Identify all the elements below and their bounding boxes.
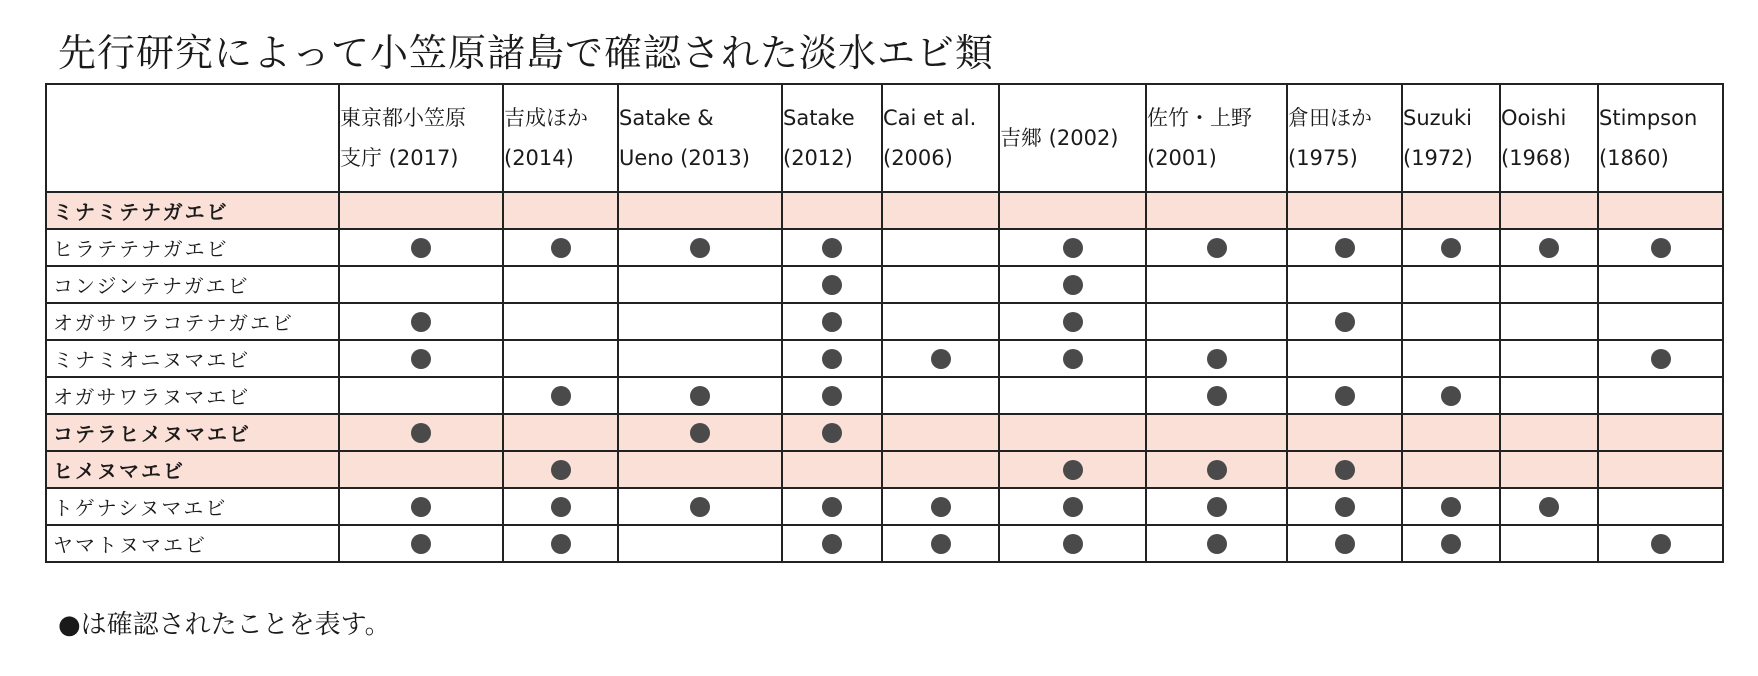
recorded-dot-icon — [1063, 238, 1083, 258]
record-cell — [1598, 488, 1723, 525]
column-header — [882, 84, 999, 192]
column-header — [1500, 84, 1598, 192]
record-cell — [618, 266, 782, 303]
column-header — [999, 84, 1146, 192]
record-cell — [1146, 377, 1287, 414]
record-cell — [339, 525, 503, 562]
recorded-dot-icon — [822, 534, 842, 554]
recorded-dot-icon — [822, 349, 842, 369]
column-header-line: Stimpson — [1599, 106, 1698, 130]
record-cell — [1598, 229, 1723, 266]
record-cell — [1500, 414, 1598, 451]
recorded-dot-icon — [551, 534, 571, 554]
recorded-dot-icon — [1207, 534, 1227, 554]
recorded-dot-icon — [551, 386, 571, 406]
record-cell — [339, 303, 503, 340]
table-row — [46, 414, 1723, 451]
recorded-dot-icon — [1063, 497, 1083, 517]
record-cell — [782, 229, 882, 266]
record-cell — [1598, 303, 1723, 340]
column-header-line: (2001) — [1147, 146, 1217, 170]
recorded-dot-icon — [551, 238, 571, 258]
record-cell — [1287, 303, 1402, 340]
table-row — [46, 451, 1723, 488]
column-header-line: (2006) — [883, 146, 953, 170]
recorded-dot-icon — [1539, 238, 1559, 258]
table-row — [46, 192, 1723, 229]
record-cell — [882, 377, 999, 414]
column-header-line: (1860) — [1599, 146, 1669, 170]
column-header-line: Cai et al. — [883, 106, 977, 130]
record-cell — [1500, 488, 1598, 525]
recorded-dot-icon — [1441, 386, 1461, 406]
column-header-line: 倉田ほか — [1288, 106, 1372, 130]
record-cell — [618, 525, 782, 562]
column-header-line: Ueno (2013) — [619, 146, 750, 170]
record-cell — [1598, 525, 1723, 562]
recorded-dot-icon — [411, 497, 431, 517]
recorded-dot-icon — [690, 238, 710, 258]
recorded-dot-icon — [1063, 275, 1083, 295]
recorded-dot-icon — [1335, 497, 1355, 517]
record-cell — [503, 303, 618, 340]
recorded-dot-icon — [411, 423, 431, 443]
recorded-dot-icon — [931, 349, 951, 369]
recorded-dot-icon — [1539, 497, 1559, 517]
recorded-dot-icon — [822, 238, 842, 258]
record-cell — [618, 451, 782, 488]
column-header-line: Satake & — [619, 106, 714, 130]
header-row — [46, 84, 1723, 192]
column-header — [1146, 84, 1287, 192]
record-cell — [1402, 451, 1500, 488]
recorded-dot-icon — [1207, 386, 1227, 406]
recorded-dot-icon — [822, 497, 842, 517]
record-cell — [1402, 192, 1500, 229]
record-cell — [1402, 340, 1500, 377]
recorded-dot-icon — [1651, 238, 1671, 258]
record-cell — [339, 340, 503, 377]
recorded-dot-icon — [1441, 497, 1461, 517]
species-name: ミナミオニヌマエビ — [46, 340, 339, 377]
record-cell — [503, 525, 618, 562]
column-header-line: (1975) — [1288, 146, 1358, 170]
record-cell — [882, 303, 999, 340]
table-row — [46, 377, 1723, 414]
footnote: ●は確認されたことを表す。 — [58, 610, 391, 640]
record-cell — [503, 229, 618, 266]
record-cell — [1500, 192, 1598, 229]
record-cell — [1402, 266, 1500, 303]
record-cell — [618, 488, 782, 525]
record-cell — [1598, 414, 1723, 451]
recorded-dot-icon — [411, 238, 431, 258]
record-cell — [618, 340, 782, 377]
recorded-dot-icon — [690, 497, 710, 517]
record-cell — [782, 266, 882, 303]
record-cell — [782, 192, 882, 229]
record-cell — [1402, 303, 1500, 340]
record-cell — [1287, 525, 1402, 562]
column-header — [339, 84, 503, 192]
recorded-dot-icon — [690, 423, 710, 443]
record-cell — [999, 266, 1146, 303]
recorded-dot-icon — [411, 349, 431, 369]
table-row — [46, 340, 1723, 377]
record-cell — [1500, 303, 1598, 340]
record-cell — [1146, 303, 1287, 340]
recorded-dot-icon — [1063, 534, 1083, 554]
record-cell — [1146, 488, 1287, 525]
record-cell — [882, 525, 999, 562]
column-header — [1598, 84, 1723, 192]
record-cell — [782, 451, 882, 488]
recorded-dot-icon — [1441, 534, 1461, 554]
record-cell — [1500, 451, 1598, 488]
record-cell — [882, 229, 999, 266]
record-cell — [882, 266, 999, 303]
species-name: ヒメヌマエビ — [46, 451, 339, 488]
record-cell — [1598, 192, 1723, 229]
record-cell — [1500, 229, 1598, 266]
record-cell — [1146, 340, 1287, 377]
record-cell — [782, 488, 882, 525]
record-cell — [1287, 488, 1402, 525]
record-cell — [882, 414, 999, 451]
recorded-dot-icon — [1335, 534, 1355, 554]
record-cell — [339, 266, 503, 303]
record-cell — [503, 414, 618, 451]
recorded-dot-icon — [1207, 238, 1227, 258]
record-cell — [503, 488, 618, 525]
record-cell — [1287, 340, 1402, 377]
record-cell — [1598, 377, 1723, 414]
record-cell — [339, 414, 503, 451]
record-cell — [503, 377, 618, 414]
column-header — [618, 84, 782, 192]
column-header-line: (2012) — [783, 146, 853, 170]
record-cell — [1500, 340, 1598, 377]
record-cell — [618, 377, 782, 414]
record-cell — [1287, 229, 1402, 266]
column-header-line: Ooishi — [1501, 106, 1567, 130]
record-cell — [618, 192, 782, 229]
column-header-line: 支庁 (2017) — [340, 146, 459, 170]
record-cell — [782, 377, 882, 414]
record-cell — [339, 377, 503, 414]
record-cell — [782, 340, 882, 377]
column-header-line: (1972) — [1403, 146, 1473, 170]
record-cell — [782, 303, 882, 340]
recorded-dot-icon — [1063, 460, 1083, 480]
table-row — [46, 229, 1723, 266]
record-cell — [882, 192, 999, 229]
record-cell — [1598, 266, 1723, 303]
survey-table — [45, 83, 1724, 563]
species-name: ヤマトヌマエビ — [46, 525, 339, 562]
record-cell — [882, 488, 999, 525]
record-cell — [999, 377, 1146, 414]
record-cell — [1402, 377, 1500, 414]
recorded-dot-icon — [822, 275, 842, 295]
record-cell — [999, 451, 1146, 488]
species-name: ミナミテナガエビ — [46, 192, 339, 229]
recorded-dot-icon — [1335, 386, 1355, 406]
species-name: トゲナシヌマエビ — [46, 488, 339, 525]
record-cell — [1146, 414, 1287, 451]
record-cell — [339, 451, 503, 488]
record-cell — [1500, 266, 1598, 303]
species-name: オガサワラコテナガエビ — [46, 303, 339, 340]
recorded-dot-icon — [1207, 349, 1227, 369]
record-cell — [503, 451, 618, 488]
record-cell — [1500, 377, 1598, 414]
recorded-dot-icon — [411, 312, 431, 332]
record-cell — [1500, 525, 1598, 562]
table-body — [46, 192, 1723, 562]
record-cell — [1402, 488, 1500, 525]
record-cell — [1287, 266, 1402, 303]
recorded-dot-icon — [822, 423, 842, 443]
recorded-dot-icon — [822, 312, 842, 332]
record-cell — [339, 229, 503, 266]
species-name: コテラヒメヌマエビ — [46, 414, 339, 451]
record-cell — [882, 340, 999, 377]
record-cell — [1287, 377, 1402, 414]
table-row — [46, 266, 1723, 303]
record-cell — [999, 488, 1146, 525]
recorded-dot-icon — [931, 534, 951, 554]
recorded-dot-icon — [1207, 460, 1227, 480]
recorded-dot-icon — [931, 497, 951, 517]
species-name: コンジンテナガエビ — [46, 266, 339, 303]
record-cell — [1598, 451, 1723, 488]
record-cell — [782, 525, 882, 562]
column-header — [1287, 84, 1402, 192]
record-cell — [1146, 266, 1287, 303]
recorded-dot-icon — [690, 386, 710, 406]
record-cell — [1287, 414, 1402, 451]
column-header-line: 吉郷 (2002) — [1000, 126, 1119, 150]
record-cell — [999, 192, 1146, 229]
recorded-dot-icon — [822, 386, 842, 406]
record-cell — [503, 192, 618, 229]
record-cell — [1146, 525, 1287, 562]
column-header-line: 吉成ほか — [504, 106, 588, 130]
record-cell — [1287, 192, 1402, 229]
record-cell — [999, 229, 1146, 266]
species-name: ヒラテテナガエビ — [46, 229, 339, 266]
record-cell — [1402, 414, 1500, 451]
recorded-dot-icon — [551, 497, 571, 517]
record-cell — [999, 414, 1146, 451]
species-name: オガサワラヌマエビ — [46, 377, 339, 414]
column-header — [1402, 84, 1500, 192]
record-cell — [1402, 525, 1500, 562]
record-cell — [1146, 192, 1287, 229]
column-header-line: (2014) — [504, 146, 574, 170]
column-header-line: 佐竹・上野 — [1147, 106, 1252, 130]
column-header-line: (1968) — [1501, 146, 1571, 170]
header-corner — [46, 84, 339, 192]
recorded-dot-icon — [1335, 460, 1355, 480]
record-cell — [339, 192, 503, 229]
column-header — [503, 84, 618, 192]
record-cell — [882, 451, 999, 488]
record-cell — [999, 340, 1146, 377]
recorded-dot-icon — [551, 460, 571, 480]
table-row — [46, 303, 1723, 340]
record-cell — [1146, 229, 1287, 266]
record-cell — [618, 303, 782, 340]
record-cell — [999, 525, 1146, 562]
column-header — [782, 84, 882, 192]
recorded-dot-icon — [1207, 497, 1227, 517]
recorded-dot-icon — [1335, 312, 1355, 332]
recorded-dot-icon — [1063, 312, 1083, 332]
column-header-line: Suzuki — [1403, 106, 1472, 130]
record-cell — [618, 414, 782, 451]
record-cell — [1146, 451, 1287, 488]
table-row — [46, 525, 1723, 562]
record-cell — [1402, 229, 1500, 266]
table-row — [46, 488, 1723, 525]
column-header-line: 東京都小笠原 — [340, 106, 466, 130]
record-cell — [999, 303, 1146, 340]
recorded-dot-icon — [1651, 534, 1671, 554]
recorded-dot-icon — [1335, 238, 1355, 258]
record-cell — [503, 266, 618, 303]
record-cell — [1287, 451, 1402, 488]
column-header-line: Satake — [783, 106, 855, 130]
record-cell — [782, 414, 882, 451]
recorded-dot-icon — [1651, 349, 1671, 369]
recorded-dot-icon — [411, 534, 431, 554]
record-cell — [503, 340, 618, 377]
recorded-dot-icon — [1063, 349, 1083, 369]
recorded-dot-icon — [1441, 238, 1461, 258]
record-cell — [1598, 340, 1723, 377]
record-cell — [339, 488, 503, 525]
record-cell — [618, 229, 782, 266]
page-title: 先行研究によって小笠原諸島で確認された淡水エビ類 — [58, 31, 995, 75]
